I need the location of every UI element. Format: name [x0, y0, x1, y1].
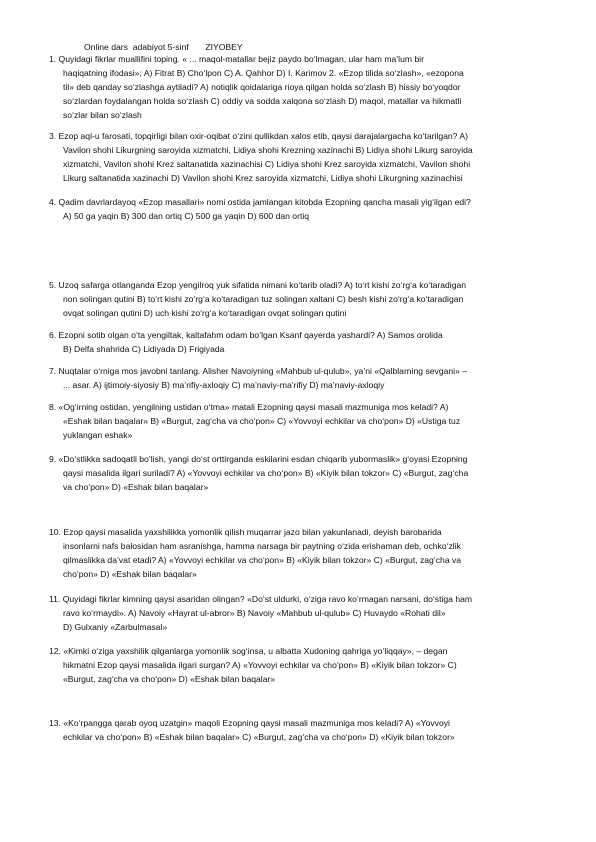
question-9	[49, 452, 557, 494]
document-header: Online dars adabiyot 5-sinf ZIYOBEY	[84, 42, 243, 52]
question-line: til» deb qanday so‘zlashga aytiladi? A) notiqlik qoidalariga rioya qilgan holda so‘zlash B) hissiy bo‘yoqdor	[63, 82, 461, 92]
question-line: 13. «Ko‘rpangga qarab oyoq uzatgin» maqoli Ezopning qaysi masali mazmuniga mos keladi? A) «Yovvoyi	[49, 718, 450, 728]
question-line: 5. Uzoq safarga otlanganda Ezop yengilroq yuk sifatida nimani ko‘tarib oladi? A) to‘rt kishi zo‘rg‘a ko‘taradigan	[49, 280, 467, 290]
question-line: A) 50 ga yaqin B) 300 dan ortiq C) 500 ga yaqin D) 600 dan ortiq	[63, 211, 310, 221]
question-line: «Eshak bilan baqalar» B) «Burgut, zag‘cha va cho‘pon» C) «Yovvoyi echkilar va cho‘pon» D) «Ustiga tuz	[63, 416, 461, 426]
question-line: echkilar va cho‘pon» B) «Eshak bilan baqalar» C) «Burgut, zag‘cha va cho‘pon» D) «Kiyik bilan tokzor»	[63, 732, 455, 742]
question-line: non solingan qutini B) to‘rt kishi zo‘rg‘a ko‘taradigan tuz solingan xaltani C) besh kishi zo‘rg‘a ko‘taradigan	[63, 294, 464, 304]
question-line: cho‘pon» D) «Eshak bilan baqalar»	[63, 569, 197, 579]
question-line: so‘zlar bilan so‘zlash	[63, 110, 142, 120]
question-line: Vavilon shohi Likurgning saroyida xizmatchi, Lidiya shohi Krezning xazinachi B) Lidiya shohi Likurg saroyida	[63, 145, 473, 155]
question-line: qaysi masalida ilgari suriladi? A) «Yovvoyi echkilar va cho‘pon» B) «Kiyik bilan tokzor» C) «Burgut, zag‘cha	[63, 468, 469, 478]
question-6	[49, 328, 557, 356]
question-line: «Burgut, zag‘cha va cho‘pon» D) «Eshak bilan baqalar»	[63, 674, 276, 684]
question-line: 3. Ezop aql-u farosati, topqirligi bilan oxir-oqibat o‘zini qullikdan xalos etib, qaysi darajalargacha ko‘tarilgan? A)	[49, 131, 468, 141]
question-line: 8. «Og‘irning ostidan, yengilning ustidan o‘tma» matali Ezopning qaysi masali mazmuniga mos keladi? A)	[49, 402, 449, 412]
question-line: yuklangan eshak»	[63, 430, 133, 440]
question-5	[49, 278, 557, 320]
question-line: ravo ko‘rmaydi». A) Navoiy «Hayrat ul-abror» B) Navoiy «Mahbub ul-qulub» C) Huvaydo «Rohati dil»	[63, 608, 446, 618]
question-line: 4. Qadim davrlardayoq «Ezop masallari» nomi ostida jamlangan kitobda Ezopning qancha masali yig‘ilgan edi?	[49, 197, 471, 207]
question-line: Likurg saltanatida xazinachi D) Vavilon shohi Krez saroyida xizmatchi, Lidiya shohi Likurgning xazinachisi	[63, 173, 463, 183]
question-line: 6. Ezopni sotib olgan o‘ta yengiltak, kaltafahm odam bo‘lgan Ksanf qayerda yashardi? A) Samos orolida	[49, 330, 443, 340]
question-12	[49, 644, 557, 686]
question-8	[49, 400, 557, 442]
question-line: hikmatni Ezop qaysi masalida ilgari surgan? A) «Yovvoyi echkilar va cho‘pon» B) «Kiyik bilan tokzor» C)	[63, 660, 457, 670]
question-line: insonlarni nafs balosidan ham asranishga, hamma narsaga bir paytning o‘zida erishaman deb, ochko‘zlik	[63, 541, 461, 551]
question-line: 10. Ezop qaysi masalida yaxshilikka yomonlik qilish muqarrar jazo bilan yakunlanadi, deyish barobarida	[49, 527, 442, 537]
question-3	[49, 129, 557, 185]
question-line: 9. «Do‘stlikka sadoqatli bo‘lish, yangi do‘st orttirganda eskilarini esdan chiqarib yubormaslik» g‘oyasi Ezopning	[49, 454, 468, 464]
question-line: xizmatchi, Vavilon shohi Krez saltanatida xazinachisi C) Lidiya shohi Krez saroyida xizmatchi, Vavilon shohi	[63, 159, 471, 169]
question-line: so‘zlardan foydalangan holda so‘zlash C) oddiy va sodda xalqona so‘zlash D) maqol, matallar va hikmatli	[63, 96, 462, 106]
question-line: haqiqatning ifodasi»; A) Fitrat B) Cho‘lpon C) A. Qahhor D) I. Karimov 2. «Ezop tilida so‘zlash», «ezopona	[63, 68, 464, 78]
question-line: 11. Quyidagi fikrlar kimning qaysi asaridan olingan? «Do‘st uldurki, o‘ziga ravo ko‘rmagan narsani, do‘stiga ham	[49, 594, 473, 604]
question-line: va cho‘pon» D) «Eshak bilan baqalar»	[63, 482, 209, 492]
question-line: 12. «Kimki o‘ziga yaxshilik qilganlarga yomonlik sog‘insa, u albatta Xudoning qahriga yo‘liqqay», – degan	[49, 646, 448, 656]
question-13	[49, 716, 557, 744]
question-line: qilmaslikka da’vat etadi? A) «Yovvoyi echkilar va cho‘pon» B) «Kiyik bilan tokzor» C) «Burgut, zag‘cha va	[63, 555, 462, 565]
question-line: B) Delfa shahrida C) Lidiyada D) Frigiyada	[63, 344, 225, 354]
question-7	[49, 364, 557, 392]
question-1-2	[49, 52, 557, 122]
question-line: 1. Quyidagi fikrlar muallifini toping. « ... maqol-matallar bejiz paydo bo‘lmagan, ular ham ma’lum bir	[49, 54, 424, 64]
question-line: D) Gulxaniy «Zarbulmasal»	[63, 622, 168, 632]
question-11	[49, 592, 557, 634]
question-line: ... asar. A) ijtimoiy-siyosiy B) ma’rifiy-axloqiy C) ma’naviy-ma’rifiy D) ma’naviy-axloqiy	[63, 380, 385, 390]
question-line: 7. Nuqtalar o‘rniga mos javobni tanlang. Alisher Navoiyning «Mahbub ul-qulub», ya’ni «Qalblarning sevgani» –	[49, 366, 468, 376]
question-line: ovqat solingan qutini D) uch kishi zo‘rg‘a ko‘taradigan ovqat solingan qutini	[63, 308, 347, 318]
question-4	[49, 195, 557, 223]
question-10	[49, 525, 557, 581]
